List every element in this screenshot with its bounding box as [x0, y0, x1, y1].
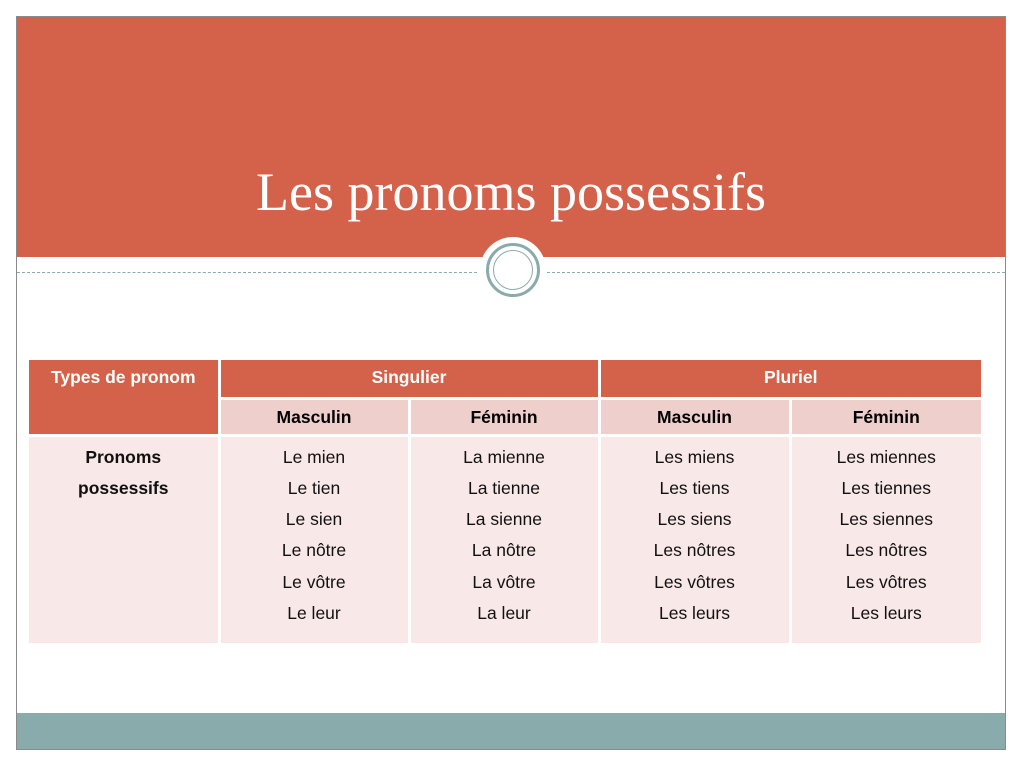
slide-title: Les pronoms possessifs — [256, 162, 766, 222]
subheader-pluriel-masculin: Masculin — [599, 398, 790, 435]
pronoun: Les siens — [657, 509, 732, 530]
pronoun: La mienne — [463, 446, 545, 467]
pronoun: Le sien — [285, 509, 343, 530]
pronoun: Le tien — [287, 477, 341, 498]
pronoun: La tienne — [467, 477, 540, 498]
subheader-pluriel-feminin: Féminin — [790, 398, 981, 435]
pronoun: Les siennes — [839, 509, 933, 530]
pronoun: Les miennes — [836, 446, 936, 467]
footer-band — [17, 713, 1005, 749]
title-band — [17, 17, 1005, 257]
header-pluriel: Pluriel — [599, 360, 981, 398]
row-header-pronoms-possessifs — [29, 435, 219, 643]
row-header-line: Pronoms — [85, 446, 162, 467]
possessive-pronouns-table — [29, 360, 981, 643]
pronoun: Les leurs — [658, 602, 730, 623]
pronoun: La vôtre — [472, 571, 536, 592]
cell-pluriel-masculin — [599, 435, 790, 643]
pronoun: La sienne — [466, 509, 542, 530]
header-singulier: Singulier — [219, 360, 599, 398]
pronoun: Les miens — [654, 446, 735, 467]
pronoun: Le vôtre — [282, 571, 346, 592]
divider-line-left — [17, 272, 477, 273]
pronoun: Les vôtres — [845, 571, 927, 592]
cell-singulier-feminin — [409, 435, 599, 643]
table-header-row — [29, 360, 981, 398]
pronoun: Les tiennes — [841, 477, 931, 498]
pronoun: Les nôtres — [653, 540, 736, 561]
pronoun: Le leur — [287, 602, 341, 623]
pronoun: Les tiens — [659, 477, 730, 498]
divider-line-right — [547, 272, 1005, 273]
pronoun: Le mien — [282, 446, 346, 467]
pronoun: Les vôtres — [654, 571, 735, 592]
pronoun: Les nôtres — [845, 540, 928, 561]
subheader-singulier-feminin: Féminin — [409, 398, 599, 435]
cell-singulier-masculin — [219, 435, 409, 643]
row-header-line: possessifs — [78, 477, 169, 498]
slide — [16, 16, 1006, 750]
table-row — [29, 435, 981, 643]
pronoun: Les leurs — [850, 602, 922, 623]
cell-pluriel-feminin — [790, 435, 981, 643]
pronoun: La leur — [477, 602, 531, 623]
pronoun: La nôtre — [471, 540, 537, 561]
header-types-de-pronom: Types de pronom — [29, 360, 219, 435]
pronoun: Le nôtre — [281, 540, 347, 561]
circle-ornament-icon — [480, 237, 546, 303]
subheader-singulier-masculin: Masculin — [219, 398, 409, 435]
